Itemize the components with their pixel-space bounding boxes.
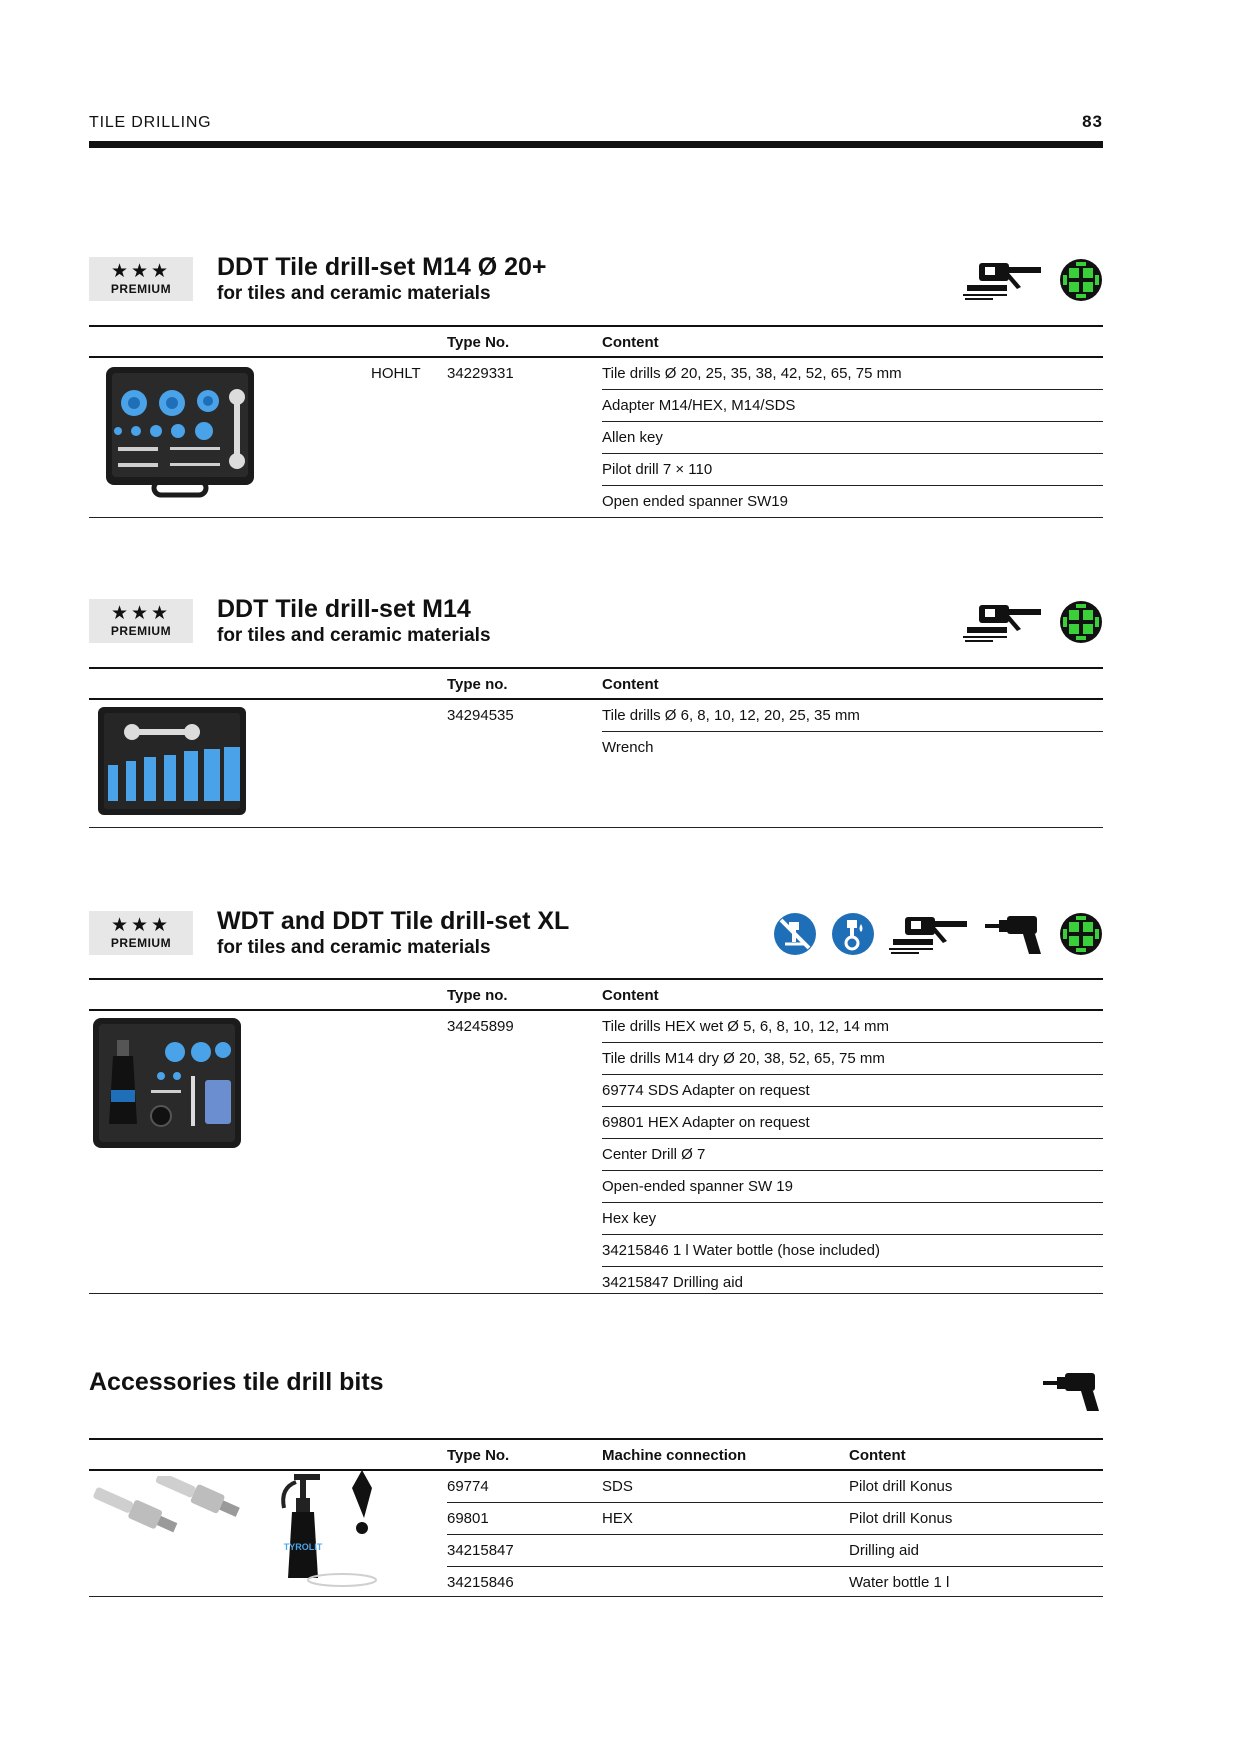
table-row [602, 358, 1103, 390]
table-row [602, 1235, 1103, 1267]
table-row [602, 486, 1103, 517]
machine-connection: SDS [602, 1478, 633, 1495]
product-subtitle: for tiles and ceramic materials [217, 937, 491, 958]
table-row [602, 422, 1103, 454]
pilot-drill-adapters-image [89, 1476, 241, 1556]
table-row [602, 1203, 1103, 1235]
table-row [602, 732, 1103, 763]
premium-badge [89, 599, 193, 643]
content-item: Hex key [602, 1210, 657, 1227]
angle-grinder-icon [963, 599, 1045, 645]
content-item: Open-ended spanner SW 19 [602, 1178, 793, 1195]
product-subtitle: for tiles and ceramic materials [217, 283, 491, 304]
table-row [602, 1107, 1103, 1139]
content-item: Tile drills Ø 6, 8, 10, 12, 20, 25, 35 mm [602, 707, 860, 724]
drill-set-case-image [96, 705, 248, 819]
section-title: TILE DRILLING [89, 114, 212, 131]
table-header [89, 327, 1103, 358]
header-rule [89, 141, 1103, 148]
content-item: Drilling aid [849, 1542, 920, 1559]
product-icons [963, 599, 1103, 645]
col-content: Content [849, 1447, 906, 1464]
col-machine-connection: Machine connection [602, 1447, 747, 1464]
product-icons [963, 257, 1103, 303]
type-number: 34245899 [447, 1018, 514, 1035]
col-type-no: Type No. [447, 1447, 510, 1464]
angle-grinder-icon [963, 257, 1045, 303]
col-content: Content [602, 987, 659, 1004]
content-item: 69801 HEX Adapter on request [602, 1114, 810, 1131]
content-item: 34215847 Drilling aid [602, 1274, 743, 1291]
product-icons [773, 911, 1103, 957]
col-type-no: Type No. [447, 334, 510, 351]
col-content: Content [602, 334, 659, 351]
badge-label: PREMIUM [110, 624, 172, 638]
content-item: 34215846 1 l Water bottle (hose included) [602, 1242, 880, 1259]
content-item: 69774 SDS Adapter on request [602, 1082, 810, 1099]
badge-label: PREMIUM [110, 282, 172, 296]
content-item: Pilot drill Konus [849, 1510, 953, 1527]
table-row [447, 1503, 1103, 1535]
power-drill-icon [1043, 1369, 1103, 1413]
content-item: Allen key [602, 429, 663, 446]
table-row [447, 1567, 1103, 1598]
type-number: 34215846 [447, 1574, 514, 1591]
table-header [89, 669, 1103, 700]
content-item: Adapter M14/HEX, M14/SDS [602, 397, 796, 414]
drill-set-case-image [104, 363, 256, 499]
rating-stars: ★★★ [110, 915, 172, 936]
content-item: Water bottle 1 l [849, 1574, 950, 1591]
product-title: DDT Tile drill-set M14 Ø 20+ [217, 253, 547, 281]
table-row [602, 1075, 1103, 1107]
table-header [89, 1440, 1103, 1471]
green-grid-icon [1059, 258, 1103, 302]
dry-drilling-prohibited-icon [773, 912, 817, 956]
product-subtitle: for tiles and ceramic materials [217, 625, 491, 646]
content-item: Tile drills Ø 20, 25, 35, 38, 42, 52, 65, 75 mm [602, 365, 902, 382]
rating-stars: ★★★ [110, 261, 172, 282]
content-item: Center Drill Ø 7 [602, 1146, 706, 1163]
rating-stars: ★★★ [110, 603, 172, 624]
content-item: Wrench [602, 739, 654, 756]
type-number: 34215847 [447, 1542, 514, 1559]
table-row [447, 1471, 1103, 1503]
table-row [602, 1139, 1103, 1171]
water-bottle-drilling-aid-image [272, 1468, 392, 1588]
drill-set-xl-case-image [91, 1016, 243, 1154]
badge-label: PREMIUM [110, 936, 172, 950]
table-row [447, 1535, 1103, 1567]
machine-connection: HEX [602, 1510, 633, 1527]
content-item: Open ended spanner SW19 [602, 493, 788, 510]
green-grid-icon [1059, 600, 1103, 644]
type-number: 34229331 [447, 365, 514, 382]
type-number: 69801 [447, 1510, 489, 1527]
table-row [602, 390, 1103, 422]
table-row [602, 1171, 1103, 1203]
bottle-brand-label: TYROLIT [283, 1542, 323, 1552]
table-row [602, 700, 1103, 732]
content-item: Pilot drill Konus [849, 1478, 953, 1495]
angle-grinder-icon [889, 911, 971, 957]
page-header [89, 112, 1103, 152]
wet-drilling-icon [831, 912, 875, 956]
table-row [602, 1011, 1103, 1043]
content-item: Tile drills HEX wet Ø 5, 6, 8, 10, 12, 14 mm [602, 1018, 890, 1035]
premium-badge [89, 257, 193, 301]
table-header [89, 980, 1103, 1011]
col-content: Content [602, 676, 659, 693]
accessories-table [89, 1438, 1103, 1597]
type-number: 34294535 [447, 707, 514, 724]
page-number: 83 [1082, 112, 1103, 131]
content-item: Pilot drill 7 × 110 [602, 461, 713, 478]
green-grid-icon [1059, 912, 1103, 956]
table-row [602, 454, 1103, 486]
col-type-no: Type no. [447, 987, 508, 1004]
product-tag: HOHLT [371, 365, 421, 382]
product-title: DDT Tile drill-set M14 [217, 595, 471, 623]
type-number: 69774 [447, 1478, 489, 1495]
table-row [602, 1043, 1103, 1075]
col-type-no: Type no. [447, 676, 508, 693]
power-drill-icon [985, 912, 1045, 956]
accessories-title: Accessories tile drill bits [89, 1368, 384, 1396]
content-item: Tile drills M14 dry Ø 20, 38, 52, 65, 75 mm [602, 1050, 885, 1067]
accessories-icons [1043, 1368, 1103, 1414]
premium-badge [89, 911, 193, 955]
product-title: WDT and DDT Tile drill-set XL [217, 907, 570, 935]
